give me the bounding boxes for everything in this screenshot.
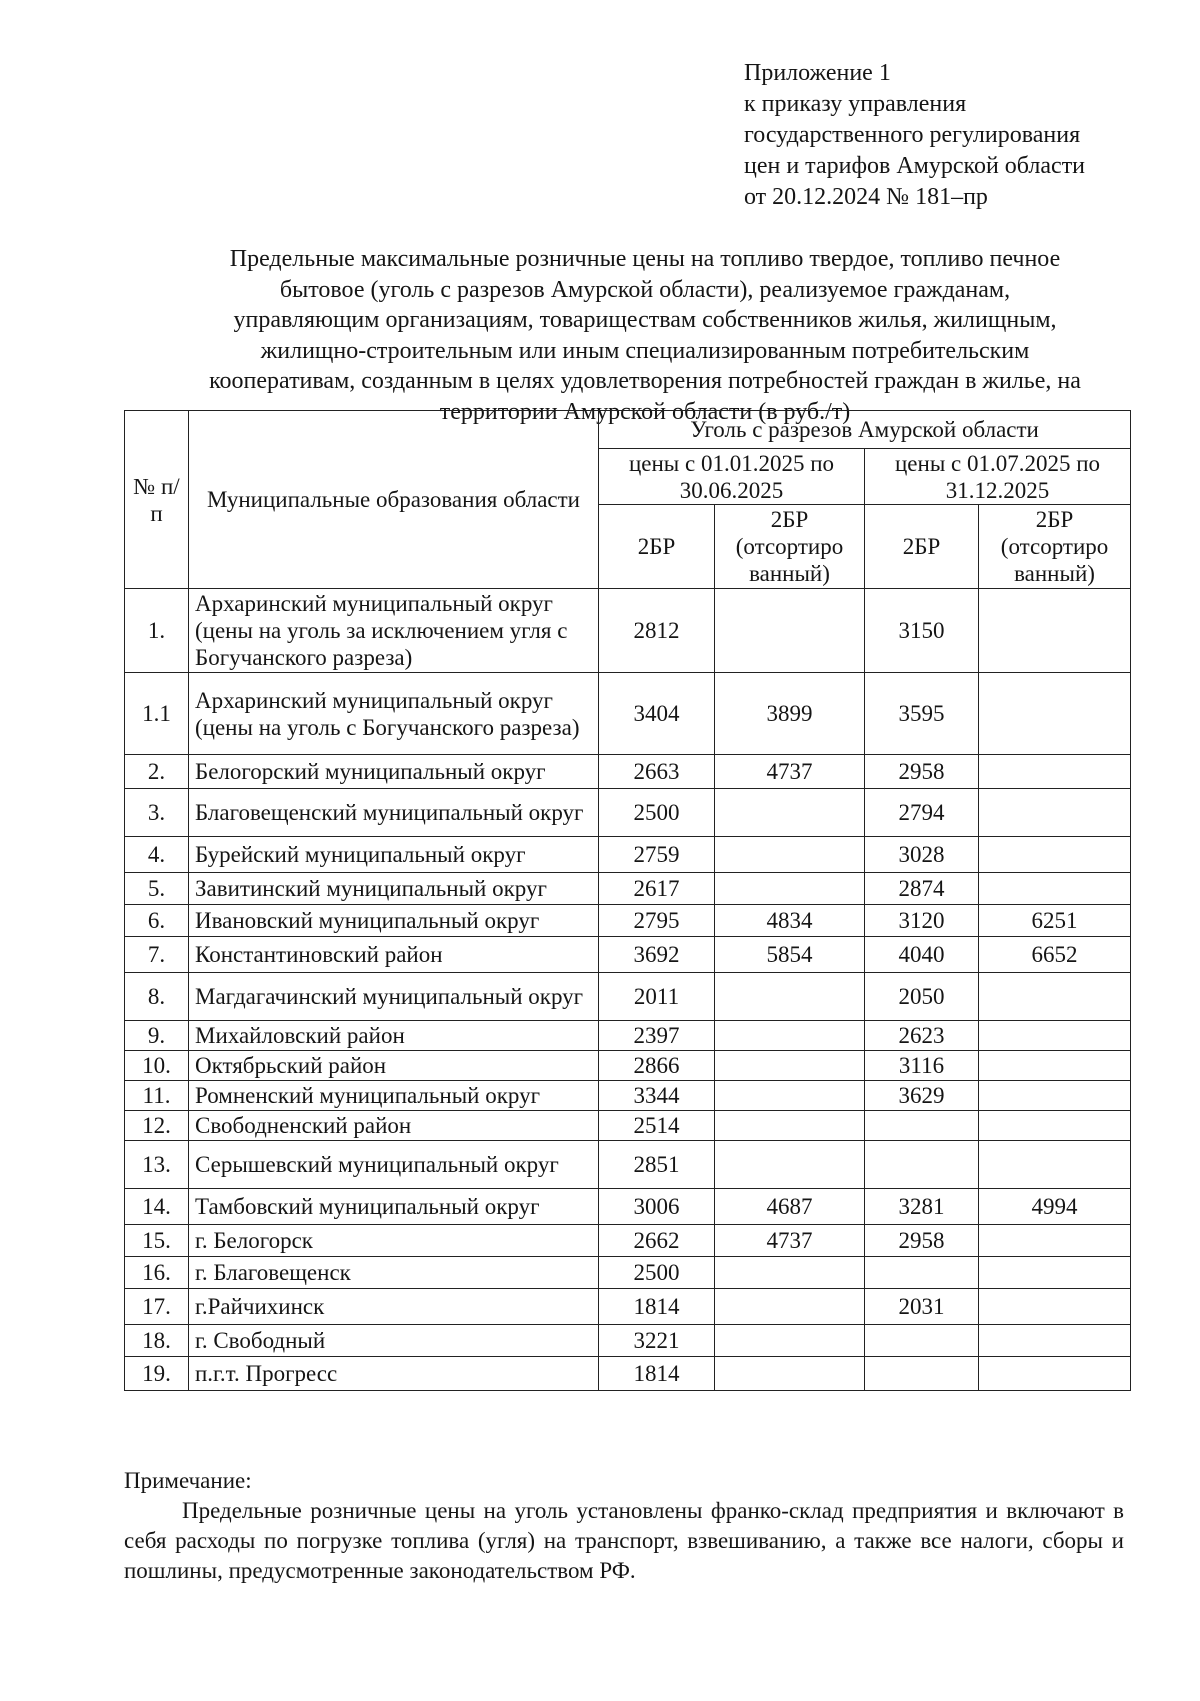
price-2br-h1: 2812 [599,589,715,673]
title-line: бытовое (уголь с разрезов Амурской области), реализуемое гражданам, [279,276,1011,303]
price-2br-h1: 2866 [599,1051,715,1081]
table-row [125,973,1131,1021]
row-number: 12. [125,1111,189,1141]
price-2br-sorted-h2 [979,673,1131,755]
table-row [125,1225,1131,1257]
row-municipality: Архаринский муниципальный округ (цены на уголь за исключением угля с Богучанского разреза) [189,589,599,673]
row-municipality: Ивановский муниципальный округ [189,905,599,937]
price-2br-sorted-h1 [715,1325,865,1357]
table-row [125,1111,1131,1141]
price-2br-sorted-h2 [979,1141,1131,1189]
table-row [125,789,1131,837]
price-2br-h2: 3281 [865,1189,979,1225]
price-2br-h1: 2662 [599,1225,715,1257]
price-2br-h1: 2851 [599,1141,715,1189]
price-2br-sorted-h2: 4994 [979,1189,1131,1225]
table-body [125,589,1131,1391]
price-2br-sorted-h1 [715,837,865,873]
row-number: 13. [125,1141,189,1189]
row-number: 3. [125,789,189,837]
price-2br-h2: 3150 [865,589,979,673]
row-municipality: Магдагачинский муниципальный округ [189,973,599,1021]
price-2br-h2: 2958 [865,1225,979,1257]
row-municipality: Октябрьский район [189,1051,599,1081]
price-2br-h2 [865,1111,979,1141]
row-number: 1.1 [125,673,189,755]
price-2br-h1: 2663 [599,755,715,789]
row-number: 4. [125,837,189,873]
price-2br-h1: 2795 [599,905,715,937]
price-2br-sorted-h1 [715,1051,865,1081]
price-2br-h1: 2397 [599,1021,715,1051]
table-row [125,937,1131,973]
row-number: 16. [125,1257,189,1289]
row-municipality: Благовещенский муниципальный округ [189,789,599,837]
appendix-block [744,58,1164,213]
price-2br-sorted-h1: 4687 [715,1189,865,1225]
price-2br-h2 [865,1325,979,1357]
price-2br-h1: 2514 [599,1111,715,1141]
price-2br-h1: 2500 [599,1257,715,1289]
price-2br-h1: 2759 [599,837,715,873]
price-2br-sorted-h2 [979,1357,1131,1391]
price-2br-sorted-h1: 4834 [715,905,865,937]
row-number: 6. [125,905,189,937]
table-row [125,1021,1131,1051]
row-municipality: г.Райчихинск [189,1289,599,1325]
header-coal-group: Уголь с разрезов Амурской области [599,411,1131,449]
table-row [125,589,1131,673]
price-2br-h2 [865,1141,979,1189]
price-2br-h1: 3344 [599,1081,715,1111]
price-2br-sorted-h2 [979,755,1131,789]
price-2br-sorted-h2 [979,589,1131,673]
price-table [124,410,1131,1391]
table-row [125,1141,1131,1189]
table-row [125,1325,1131,1357]
price-2br-sorted-h1 [715,1357,865,1391]
table-row [125,905,1131,937]
price-2br-h1: 2617 [599,873,715,905]
price-2br-sorted-h1 [715,789,865,837]
price-2br-sorted-h1 [715,1021,865,1051]
price-2br-h2: 3595 [865,673,979,755]
row-municipality: Тамбовский муниципальный округ [189,1189,599,1225]
row-municipality: Завитинский муниципальный округ [189,873,599,905]
price-2br-sorted-h1: 3899 [715,673,865,755]
price-2br-h2: 4040 [865,937,979,973]
row-municipality: Бурейский муниципальный округ [189,837,599,873]
table-row [125,1051,1131,1081]
price-2br-sorted-h2: 6251 [979,905,1131,937]
table-row [125,755,1131,789]
appendix-line: цен и тарифов Амурской области [744,153,1086,179]
note-text: Предельные розничные цены на уголь установлены франко-склад предприятия и включают в себя расходы по погрузке топлива (угля) на транспорт, взвешиванию, а также все налоги, сборы и пошлины, предусмотренные законодательством РФ. [124,1498,1124,1583]
row-municipality: Архаринский муниципальный округ (цены на уголь с Богучанского разреза) [189,673,599,755]
price-2br-h2 [865,1357,979,1391]
price-2br-h2: 3629 [865,1081,979,1111]
row-number: 10. [125,1051,189,1081]
header-period-1: цены с 01.01.2025 по 30.06.2025 [599,449,865,505]
header-2br-sorted: 2БР (отсортиро ванный) [979,505,1131,589]
price-2br-sorted-h2 [979,973,1131,1021]
header-2br-sorted: 2БР (отсортиро ванный) [715,505,865,589]
price-2br-h2: 2623 [865,1021,979,1051]
appendix-line: к приказу управления [744,91,967,117]
price-2br-sorted-h1 [715,1141,865,1189]
title-line: кооперативам, созданным в целях удовлетворения потребностей граждан в жилье, на [209,368,1081,394]
price-2br-sorted-h1 [715,1111,865,1141]
header-number: № п/п [125,411,189,589]
price-2br-h1: 1814 [599,1357,715,1391]
appendix-line: государственного регулирования [744,122,1081,148]
price-2br-sorted-h1 [715,973,865,1021]
appendix-line: Приложение 1 [744,60,891,86]
price-2br-h2: 2958 [865,755,979,789]
price-2br-sorted-h1: 4737 [715,755,865,789]
row-municipality: г. Свободный [189,1325,599,1357]
price-2br-h2: 3116 [865,1051,979,1081]
price-2br-sorted-h1: 5854 [715,937,865,973]
price-2br-h2: 2794 [865,789,979,837]
row-number: 15. [125,1225,189,1257]
price-2br-h2 [865,1257,979,1289]
table-row [125,1357,1131,1391]
price-2br-h1: 2500 [599,789,715,837]
row-number: 14. [125,1189,189,1225]
row-municipality: Михайловский район [189,1021,599,1051]
price-2br-sorted-h2 [979,1051,1131,1081]
row-number: 5. [125,873,189,905]
row-number: 1. [125,589,189,673]
price-2br-sorted-h2 [979,1325,1131,1357]
price-2br-h1: 2011 [599,973,715,1021]
row-number: 11. [125,1081,189,1111]
price-2br-sorted-h1 [715,1257,865,1289]
row-number: 8. [125,973,189,1021]
price-2br-sorted-h2 [979,1021,1131,1051]
row-municipality: Серышевский муниципальный округ [189,1141,599,1189]
table-row [125,1257,1131,1289]
price-2br-h1: 3404 [599,673,715,755]
title-line: территории Амурской области (в руб./т) [439,398,851,425]
table-row [125,873,1131,905]
row-number: 19. [125,1357,189,1391]
header-2br: 2БР [865,505,979,589]
price-2br-h1: 1814 [599,1289,715,1325]
table-row [125,673,1131,755]
price-2br-sorted-h1 [715,873,865,905]
price-2br-h1: 3006 [599,1189,715,1225]
note-label: Примечание: [124,1468,252,1493]
row-number: 9. [125,1021,189,1051]
row-municipality: г. Белогорск [189,1225,599,1257]
document-title [130,244,1160,427]
row-municipality: г. Благовещенск [189,1257,599,1289]
appendix-line: от 20.12.2024 № 181–пр [744,184,988,210]
price-2br-sorted-h2 [979,1111,1131,1141]
price-2br-sorted-h2 [979,1081,1131,1111]
price-2br-h2: 3120 [865,905,979,937]
row-municipality: Константиновский район [189,937,599,973]
title-line: управляющим организациям, товариществам собственников жилья, жилищным, [233,307,1057,333]
price-2br-sorted-h2 [979,873,1131,905]
price-2br-sorted-h2 [979,789,1131,837]
note-block [124,1466,1124,1586]
price-2br-sorted-h2 [979,1257,1131,1289]
row-number: 17. [125,1289,189,1325]
table-row [125,1189,1131,1225]
row-municipality: Свободненский район [189,1111,599,1141]
price-2br-sorted-h2 [979,837,1131,873]
header-2br: 2БР [599,505,715,589]
title-line: Предельные максимальные розничные цены на топливо твердое, топливо печное [229,246,1061,272]
row-municipality: Ромненский муниципальный округ [189,1081,599,1111]
price-2br-h1: 3692 [599,937,715,973]
row-number: 7. [125,937,189,973]
row-number: 18. [125,1325,189,1357]
row-municipality: п.г.т. Прогресс [189,1357,599,1391]
header-municipality: Муниципальные образования области [189,411,599,589]
price-2br-h2: 2874 [865,873,979,905]
price-2br-h1: 3221 [599,1325,715,1357]
price-2br-h2: 2031 [865,1289,979,1325]
row-number: 2. [125,755,189,789]
price-2br-h2: 2050 [865,973,979,1021]
header-period-2: цены с 01.07.2025 по 31.12.2025 [865,449,1131,505]
table-row [125,1289,1131,1325]
title-line: жилищно-строительным или иным специализированным потребительским [260,337,1030,364]
price-2br-sorted-h1 [715,1081,865,1111]
price-2br-sorted-h2 [979,1289,1131,1325]
price-2br-sorted-h1 [715,1289,865,1325]
price-2br-sorted-h1: 4737 [715,1225,865,1257]
table-row [125,1081,1131,1111]
table-row [125,837,1131,873]
row-municipality: Белогорский муниципальный округ [189,755,599,789]
price-2br-sorted-h2: 6652 [979,937,1131,973]
price-2br-sorted-h2 [979,1225,1131,1257]
price-2br-h2: 3028 [865,837,979,873]
price-2br-sorted-h1 [715,589,865,673]
